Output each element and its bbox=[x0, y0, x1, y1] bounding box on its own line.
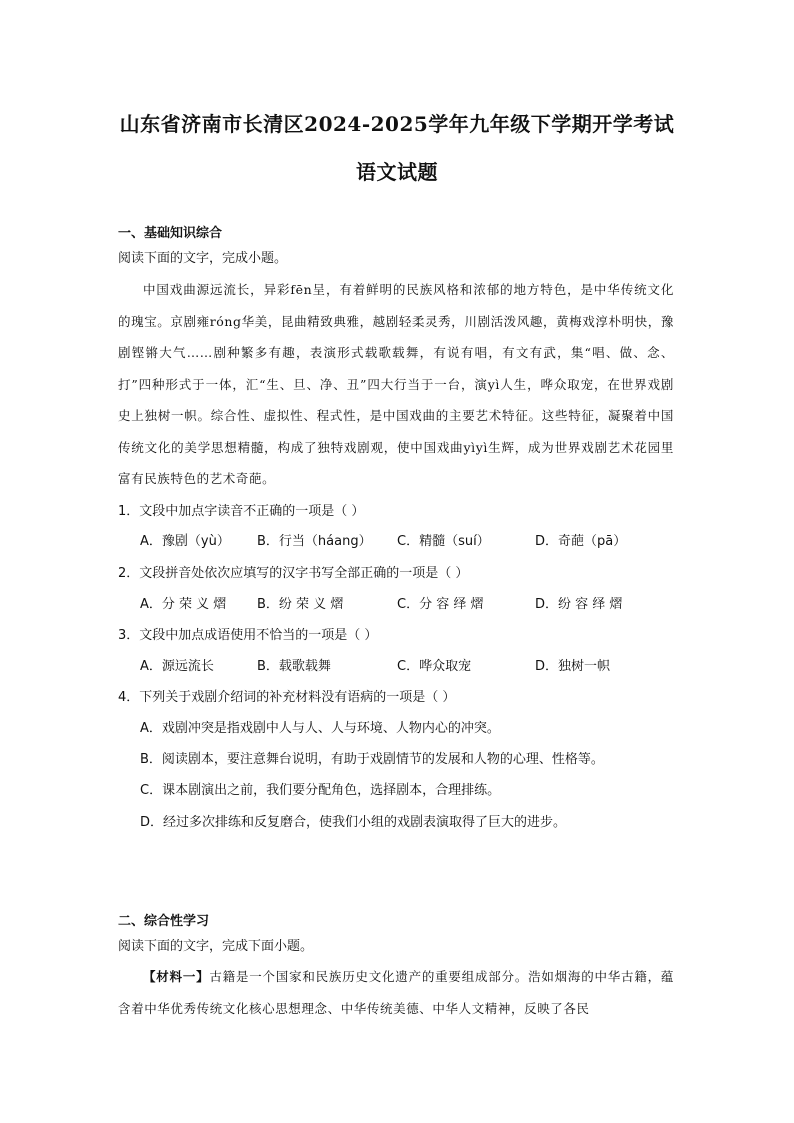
material-one-text: 古籍是一个国家和民族历史文化遗产的重要组成部分。浩如烟海的中华古籍，蕴含着中华优秀传统文化核心思想理念、中华传统美德、中华人文精神，反映了各民 bbox=[118, 969, 674, 1016]
question-1-stem: 1．文段中加点字读音不正确的一项是（ ） bbox=[118, 504, 365, 519]
question-3-option-b[interactable]: B．载歌载舞 bbox=[257, 659, 331, 674]
question-2-option-d[interactable]: D．纷 容 绎 熠 bbox=[535, 597, 623, 612]
question-4-option-c[interactable]: C．课本剧演出之前，我们要分配角色，选择剧本，合理排练。 bbox=[140, 783, 501, 798]
document-title: 山东省济南市长清区2024-2025学年九年级下学期开学考试语文试题 bbox=[119, 112, 675, 184]
question-1-option-c[interactable]: C．精髓（suí） bbox=[397, 534, 490, 549]
question-3-option-a[interactable]: A．源远流长 bbox=[140, 659, 214, 674]
section-heading-comprehensive-study: 二、综合性学习 bbox=[118, 914, 210, 929]
material-one-paragraph bbox=[118, 961, 674, 1024]
material-one-passage bbox=[118, 961, 674, 1024]
question-1-option-b[interactable]: B．行当（háang） bbox=[257, 534, 372, 549]
question-2-stem: 2．文段拼音处依次应填写的汉字书写全部正确的一项是（ ） bbox=[118, 566, 469, 581]
question-4-option-a[interactable]: A．戏剧冲突是指戏剧中人与人、人与环境、人物内心的冲突。 bbox=[140, 721, 500, 736]
question-4-option-b[interactable]: B．阅读剧本，要注意舞台说明，有助于戏剧情节的发展和人物的心理、性格等。 bbox=[140, 752, 604, 767]
section-heading-basic-knowledge: 一、基础知识综合 bbox=[118, 226, 223, 241]
question-4-option-d[interactable]: D．经过多次排练和反复磨合，使我们小组的戏剧表演取得了巨大的进步。 bbox=[140, 815, 567, 830]
section-instruction-2: 阅读下面的文字，完成下面小题。 bbox=[118, 939, 314, 954]
passage-text: 中国戏曲源远流长，异彩fēn呈，有着鲜明的民族风格和浓郁的地方特色，是中华传统文化的瑰宝。京剧雍róng华美，昆曲精致典雅，越剧轻柔灵秀，川剧活泼风趣，黄梅戏淳朴明快，豫剧铿锵大气……剧种繁多有趣，表演形式载歌载舞，有说有唱，有文有武，集“唱、做、念、打”四种形式于一体，汇“生、旦、净、丑”四大行当于一台，演yì人生，哗众取宠，在世界戏剧史上独树一帜。综合性、虚拟性、程式性，是中国戏曲的主要艺术特征。这些特征，凝聚着中国传统文化的美学思想精髓，构成了独特戏剧观，使中国戏曲yìyì生辉，成为世界戏剧艺术花园里富有民族特色的艺术奇葩。 bbox=[118, 282, 674, 486]
material-one-label: 【材料一】 bbox=[143, 969, 210, 984]
question-2-option-c[interactable]: C．分 容 绎 熠 bbox=[397, 597, 484, 612]
question-2-option-b[interactable]: B．纷 荣 义 熠 bbox=[257, 597, 344, 612]
reading-passage bbox=[118, 274, 674, 495]
question-1-option-d[interactable]: D．奇葩（pā） bbox=[535, 534, 627, 549]
question-3-option-d[interactable]: D．独树一帜 bbox=[535, 659, 611, 674]
question-1-option-a[interactable]: A．豫剧（yù） bbox=[140, 534, 230, 549]
question-4-stem: 4．下列关于戏剧介绍词的补充材料没有语病的一项是（ ） bbox=[118, 690, 456, 705]
question-3-stem: 3．文段中加点成语使用不恰当的一项是（ ） bbox=[118, 628, 378, 643]
question-3-option-c[interactable]: C．哗众取宠 bbox=[397, 659, 472, 674]
section-instruction: 阅读下面的文字，完成小题。 bbox=[118, 251, 288, 266]
question-2-option-a[interactable]: A．分 荣 义 熠 bbox=[140, 597, 227, 612]
